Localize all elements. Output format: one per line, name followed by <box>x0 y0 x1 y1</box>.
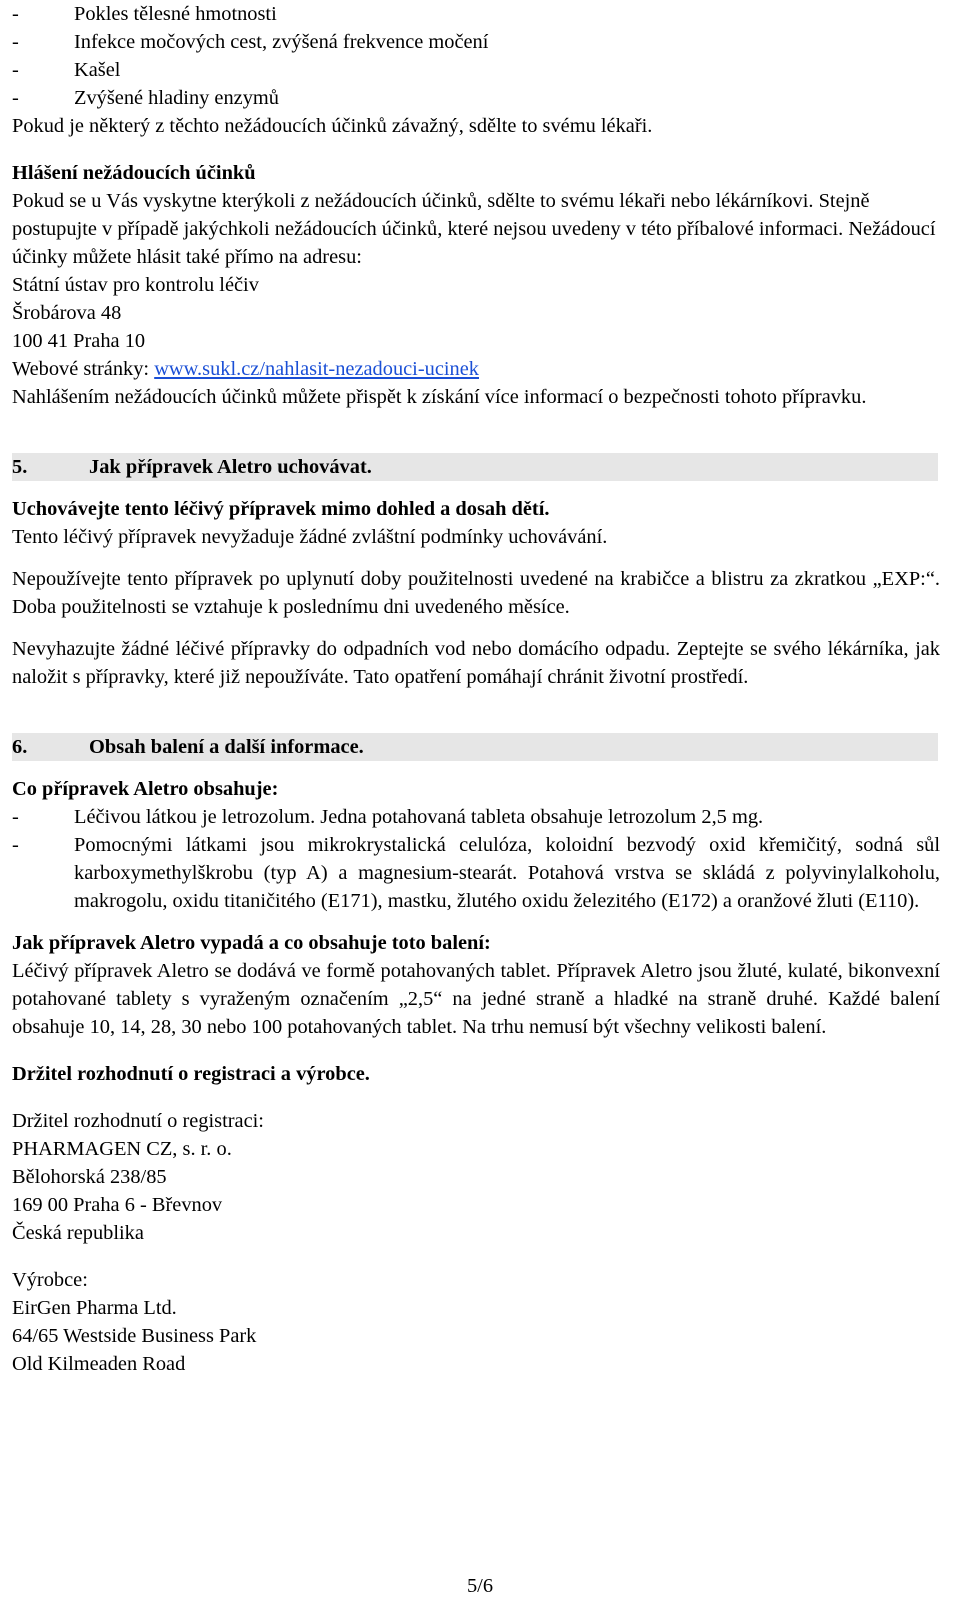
website-label: Webové stránky: <box>12 358 155 380</box>
address-line: Šrobárova 48 <box>12 302 122 324</box>
address-line: Státní ústav pro kontrolu léčiv <box>12 274 259 296</box>
list-item: - Léčivou látkou je letrozolum. Jedna potahovaná tableta obsahuje letrozolum 2,5 mg. <box>12 806 764 828</box>
sukl-link[interactable]: www.sukl.cz/nahlasit-nezadouci-ucinek <box>154 358 479 380</box>
manufacturer-line: Old Kilmeaden Road <box>12 1353 186 1375</box>
manufacturer-line: EirGen Pharma Ltd. <box>12 1297 177 1319</box>
section-title: Jak přípravek Aletro uchovávat. <box>89 456 372 478</box>
appearance-heading: Jak přípravek Aletro vypadá a co obsahuje toto balení: <box>12 932 491 954</box>
list-item: - Zvýšené hladiny enzymů <box>12 87 279 109</box>
website-line <box>12 355 940 383</box>
list-item: - Pomocnými látkami jsou mikrokrystalická celulóza, koloidní bezvodý oxid křemičitý, sodná sůl karboxymethylškrobu (typ A) a magnesium-stearát. Potahová vrstva se skládá z polyvinylalkoholu, makrogolu, oxidu titaničitého (E171), mastku, žlutého oxidu železitého (E172) a oranžové žluti (E110). <box>12 834 940 912</box>
list-item: - Infekce močových cest, zvýšená frekvence močení <box>12 31 489 53</box>
holder-line: PHARMAGEN CZ, s. r. o. <box>12 1138 232 1160</box>
manufacturer-block <box>12 1266 940 1378</box>
holder-line: Bělohorská 238/85 <box>12 1166 167 1188</box>
list-item: - Pokles tělesné hmotnosti <box>12 3 277 25</box>
contains-heading: Co přípravek Aletro obsahuje: <box>12 778 279 800</box>
section-number: 6. <box>12 736 28 758</box>
reporting-paragraph: Pokud se u Vás vyskytne kterýkoli z nežádoucích účinků, sdělte to svému lékaři nebo lékárníkovi. Stejně postupujte v případě jakýchkoli nežádoucích účinků, které nejsou uvedeny v této příbalové informaci. Nežádoucí účinky můžete hlásit také přímo na adresu: <box>12 190 936 268</box>
holder-line: Držitel rozhodnutí o registraci: <box>12 1110 264 1132</box>
holder-line: 169 00 Praha 6 - Břevnov <box>12 1194 223 1216</box>
section-5-header <box>12 453 938 481</box>
section-6-header <box>12 733 938 761</box>
expiry-paragraph: Nepoužívejte tento přípravek po uplynutí doby použitelnosti uvedené na krabičce a blistru za zkratkou „EXP:“. Doba použitelnosti se vztahuje k poslednímu dni uvedeného měsíce. <box>12 568 940 618</box>
section-number: 5. <box>12 456 28 478</box>
side-effects-list <box>12 0 940 112</box>
intro-note: Pokud je některý z těchto nežádoucích účinků závažný, sdělte to svému lékaři. <box>12 115 653 137</box>
list-item: - Kašel <box>12 59 121 81</box>
holder-heading: Držitel rozhodnutí o registraci a výrobce. <box>12 1063 370 1085</box>
page-number: 5/6 <box>466 1575 494 1597</box>
section-title: Obsah balení a další informace. <box>89 736 364 758</box>
storage-paragraph: Tento léčivý přípravek nevyžaduje žádné zvláštní podmínky uchovávání. <box>12 526 608 548</box>
address-line: 100 41 Praha 10 <box>12 330 146 352</box>
manufacturer-line: Výrobce: <box>12 1269 88 1291</box>
appearance-paragraph: Léčivý přípravek Aletro se dodává ve formě potahovaných tablet. Přípravek Aletro jsou žluté, kulaté, bikonvexní potahované tablety s vyraženým označením „2,5“ na jedné straně a hladké na straně druhé. Každé balení obsahuje 10, 14, 28, 30 nebo 100 potahovaných tablet. Na trhu nemusí být všechny velikosti balení. <box>12 960 940 1038</box>
reporting-closing: Nahlášením nežádoucích účinků můžete přispět k získání více informací o bezpečnosti tohoto přípravku. <box>12 386 867 408</box>
reporting-heading: Hlášení nežádoucích účinků <box>12 162 256 184</box>
disposal-paragraph: Nevyhazujte žádné léčivé přípravky do odpadních vod nebo domácího odpadu. Zeptejte se svého lékárníka, jak naložit s přípravky, které již nepoužíváte. Tato opatření pomáhají chránit životní prostředí. <box>12 638 940 688</box>
holder-line: Česká republika <box>12 1222 144 1244</box>
leaflet-page <box>12 0 940 1378</box>
storage-warning: Uchovávejte tento léčivý přípravek mimo dohled a dosah dětí. <box>12 498 550 520</box>
manufacturer-line: 64/65 Westside Business Park <box>12 1325 257 1347</box>
holder-block <box>12 1107 940 1247</box>
